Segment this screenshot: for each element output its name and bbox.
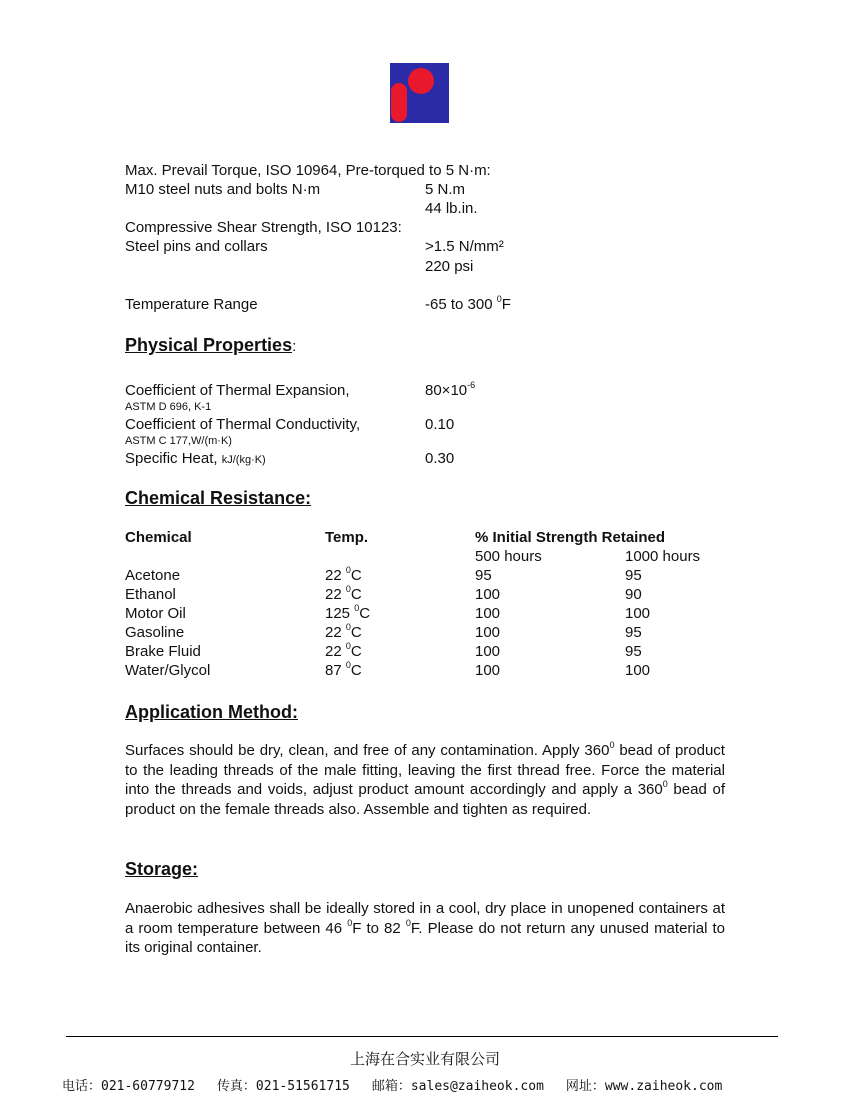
footer-fax: 传真：021-51561715 bbox=[216, 1079, 350, 1094]
chemical-1000h: 90 bbox=[625, 586, 642, 603]
chemical-name: Gasoline bbox=[125, 624, 185, 641]
table-header-chemical: Chemical bbox=[125, 529, 192, 546]
thermal-conductivity-standard: ASTM C 177,W/(m·K) bbox=[125, 435, 232, 447]
thermal-conductivity-value: 0.10 bbox=[425, 416, 455, 433]
chemical-temp: 22 $^0$C bbox=[325, 565, 362, 584]
prevail-torque-value-nm: 5 N.m bbox=[425, 181, 466, 198]
chemical-name: Ethanol bbox=[125, 586, 176, 603]
chemical-500h: 100 bbox=[475, 643, 501, 660]
temperature-range-label: Temperature Range bbox=[125, 296, 258, 313]
chemical-500h: 100 bbox=[475, 624, 501, 641]
shear-strength-title: Compressive Shear Strength, ISO 10123: bbox=[125, 219, 402, 236]
thermal-expansion-standard: ASTM D 696, K-1 bbox=[125, 401, 212, 413]
application-method-heading: Application Method: bbox=[125, 702, 298, 722]
footer-divider bbox=[66, 1036, 778, 1037]
chemical-500h: 100 bbox=[475, 586, 501, 603]
logo-stem bbox=[391, 83, 407, 122]
application-method-text: Surfaces should be dry, clean, and free of any contamination. Apply $360^0$ bead of product to the leading threads of the male fitting, leaving the first thread free. Force the material into the threads and voids, adjust product amount accordingly and apply a $360^0$ bead of product on the female threads also. Assemble and tighten as required. bbox=[125, 740, 725, 818]
table-header-1000-hours: 1000 hours bbox=[625, 548, 701, 565]
footer-company-name: 上海在合实业有限公司 bbox=[349, 1050, 500, 1068]
temperature-range-value: -65 to 300 $^0$F bbox=[425, 294, 511, 313]
physical-properties-heading: Physical Properties: bbox=[125, 335, 297, 355]
specific-heat-label: Specific Heat, kJ/(kg·K) bbox=[125, 450, 266, 467]
chemical-1000h: 95 bbox=[625, 567, 642, 584]
chemical-name: Motor Oil bbox=[125, 605, 186, 622]
chemical-temp: 87 $^0$C bbox=[325, 660, 362, 679]
shear-strength-value-nmm2: >1.5 N/mm² bbox=[425, 238, 504, 255]
thermal-expansion-label: Coefficient of Thermal Expansion, bbox=[125, 382, 350, 399]
specific-heat-value: 0.30 bbox=[425, 450, 455, 467]
chemical-temp: 22 $^0$C bbox=[325, 584, 362, 603]
footer-website: 网址：www.zaiheok.com bbox=[565, 1079, 723, 1094]
chemical-500h: 95 bbox=[475, 567, 492, 584]
chemical-temp: 22 $^0$C bbox=[325, 641, 362, 660]
storage-text: Anaerobic adhesives shall be ideally stored in a cool, dry place in unopened containers at a room temperature between 46 $^0$F to 82 $^0$F. Please do not return any unused material to its original container. bbox=[125, 900, 726, 956]
table-header-strength-retained: % Initial Strength Retained bbox=[475, 529, 666, 546]
shear-strength-value-psi: 220 psi bbox=[425, 258, 474, 275]
chemical-500h: 100 bbox=[475, 605, 501, 622]
chemical-name: Water/Glycol bbox=[125, 662, 211, 679]
table-header-temp: Temp. bbox=[325, 529, 369, 546]
chemical-1000h: 100 bbox=[625, 662, 651, 679]
footer-contact-line bbox=[62, 1075, 722, 1094]
chemical-500h: 100 bbox=[475, 662, 501, 679]
chemical-name: Acetone bbox=[125, 567, 181, 584]
shear-strength-label: Steel pins and collars bbox=[125, 238, 268, 255]
storage-heading: Storage: bbox=[125, 859, 199, 879]
prevail-torque-label: M10 steel nuts and bolts N·m bbox=[125, 181, 321, 198]
chemical-1000h: 95 bbox=[625, 624, 642, 641]
prevail-torque-title: Max. Prevail Torque, ISO 10964, Pre-torqued to 5 N·m: bbox=[125, 162, 491, 179]
chemical-name: Brake Fluid bbox=[125, 643, 201, 660]
chemical-resistance-heading: Chemical Resistance: bbox=[125, 488, 312, 508]
chemical-1000h: 100 bbox=[625, 605, 651, 622]
chemical-temp: 125 $^0$C bbox=[325, 603, 371, 622]
chemical-1000h: 95 bbox=[625, 643, 642, 660]
thermal-expansion-value: $80\times 10^{-6}$ bbox=[425, 380, 476, 399]
footer-phone: 电话：021-60779712 bbox=[62, 1079, 195, 1094]
logo-circle bbox=[408, 68, 434, 94]
table-header-500-hours: 500 hours bbox=[475, 548, 542, 565]
chemical-temp: 22 $^0$C bbox=[325, 622, 362, 641]
footer-email: 邮箱：sales@zaiheok.com bbox=[371, 1079, 544, 1094]
company-logo bbox=[390, 63, 449, 123]
prevail-torque-value-lbin: 44 lb.in. bbox=[425, 200, 478, 217]
thermal-conductivity-label: Coefficient of Thermal Conductivity, bbox=[125, 416, 361, 433]
